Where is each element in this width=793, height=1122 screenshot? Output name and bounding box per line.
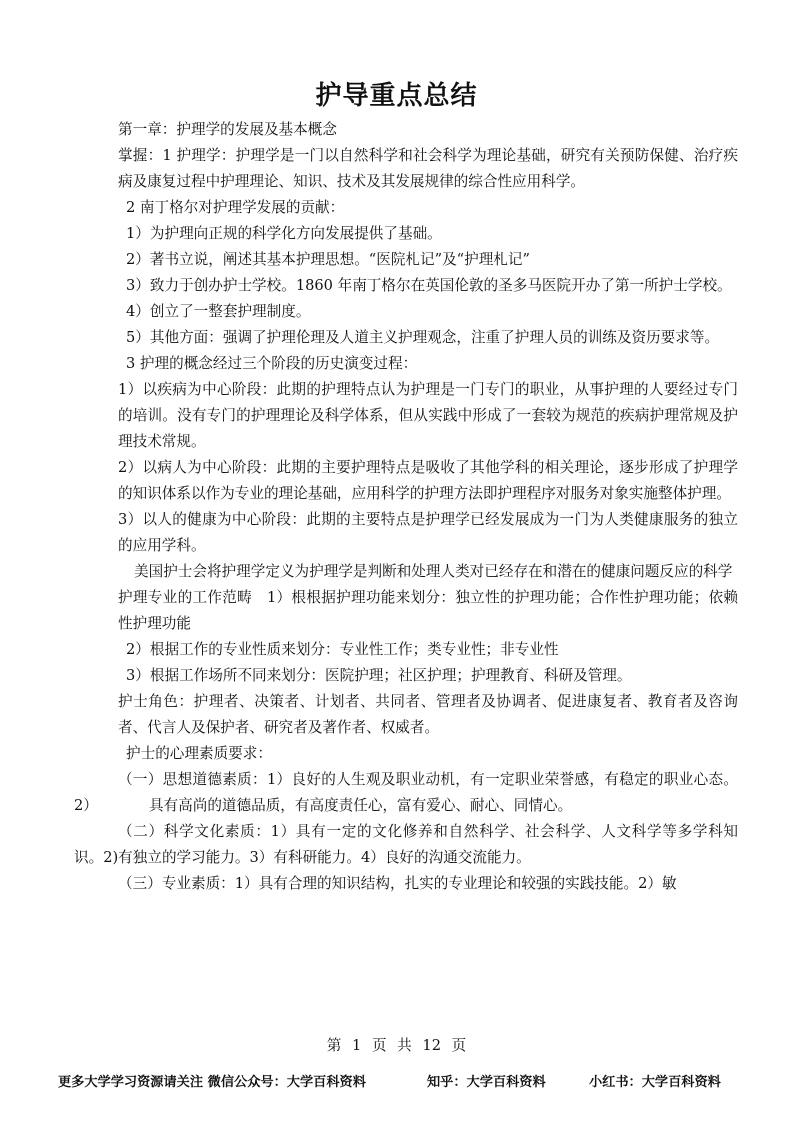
paragraph-scope-3: 3）根据工作场所不同来划分：医院护理；社区护理；护理教育、科研及管理。	[126, 667, 632, 684]
paragraph-nightingale-heading: 2 南丁格尔对护理学发展的贡献：	[126, 199, 345, 216]
document-title: 护导重点总结	[315, 81, 478, 111]
paragraph-stage-2: 2）以病人为中心阶段：此期的主要护理特点是吸收了其他学科的相关理论，逐步形成了护理学的知识体系以作为专业的理论基础，应用科学的护理方法即护理程序对服务对象实施整体护理。	[118, 459, 738, 502]
paragraph-nightingale-4: 4）创立了一整套护理制度。	[126, 303, 311, 320]
paragraph-nurse-roles: 护士角色：护理者、决策者、计划者、共同者、管理者及协调者、促进康复者、教育者及咨询者、代言人及保护者、研究者及著作者、权威者。	[118, 693, 738, 736]
paragraph-ana-definition: 美国护士会将护理学定义为护理学是判断和处理人类对已经存在和潜在的健康问题反应的科学	[134, 563, 733, 580]
page-number: 第 1 页 共 12 页	[326, 1037, 467, 1054]
chapter-heading: 第一章：护理学的发展及基本概念	[118, 121, 337, 138]
paragraph-stage-1: 1）以疾病为中心阶段：此期的护理特点认为护理是一门专门的职业，从事护理的人要经过专门的培训。没有专门的护理理论及科学体系，但从实践中形成了一套较为规范的疾病护理常规及护理技术常规。	[118, 381, 738, 450]
paragraph-quality-culture: （二）科学文化素质：1）具有一定的文化修养和自然科学、社会科学、人文科学等多学科知识。2)有独立的学习能力。3）有科研能力。4）良好的沟通交流能力。	[74, 823, 738, 866]
paragraph-stages-heading: 3 护理的概念经过三个阶段的历史演变过程：	[126, 355, 418, 372]
promo-xiaohongshu: 小红书：大学百科资料	[589, 1075, 721, 1090]
paragraph-quality-moral: （一）思想道德素质：1）良好的人生观及职业动机，有一定职业荣誉感，有稳定的职业心态。2） 具有高尚的道德品质，有高度责任心，富有爱心、耐心、同情心。	[74, 771, 738, 814]
paragraph-scope-2: 2）根据工作的专业性质来划分：专业性工作；类专业性；非专业性	[126, 641, 559, 658]
paragraph-nightingale-5: 5）其他方面：强调了护理伦理及人道主义护理观念，注重了护理人员的训练及资历要求等。	[126, 329, 720, 346]
paragraph-stage-3: 3）以人的健康为中心阶段：此期的主要特点是护理学已经发展成为一门为人类健康服务的独立的应用学科。	[118, 511, 738, 554]
paragraph-quality-professional: （三）专业素质：1）具有合理的知识结构，扎实的专业理论和较强的实践技能。2）敏	[118, 875, 677, 892]
paragraph-nightingale-3: 3）致力于创办护士学校。1860 年南丁格尔在英国伦敦的圣多马医院开办了第一所护士学校。	[126, 277, 732, 294]
paragraph-definition: 掌握：1 护理学：护理学是一门以自然科学和社会科学为理论基础，研究有关预防保健、治疗疾病及康复过程中护理理论、知识、技术及其发展规律的综合性应用科学。	[118, 147, 738, 190]
promo-wechat: 更多大学学习资源请关注 微信公众号：大学百科资料	[58, 1075, 366, 1090]
paragraph-nightingale-1: 1）为护理向正规的科学化方向发展提供了基础。	[126, 225, 442, 242]
paragraph-nightingale-2: 2）著书立说，阐述其基本护理思想。“医院札记”及“护理札记”	[126, 251, 530, 268]
document-body	[74, 117, 738, 897]
paragraph-quality-heading: 护士的心理素质要求：	[126, 745, 272, 762]
paragraph-scope-1: 护理专业的工作范畴 1）根根据护理功能来划分：独立性的护理功能；合作性护理功能；依赖性护理功能	[118, 589, 738, 632]
promo-zhihu: 知乎：大学百科资料	[427, 1075, 546, 1090]
